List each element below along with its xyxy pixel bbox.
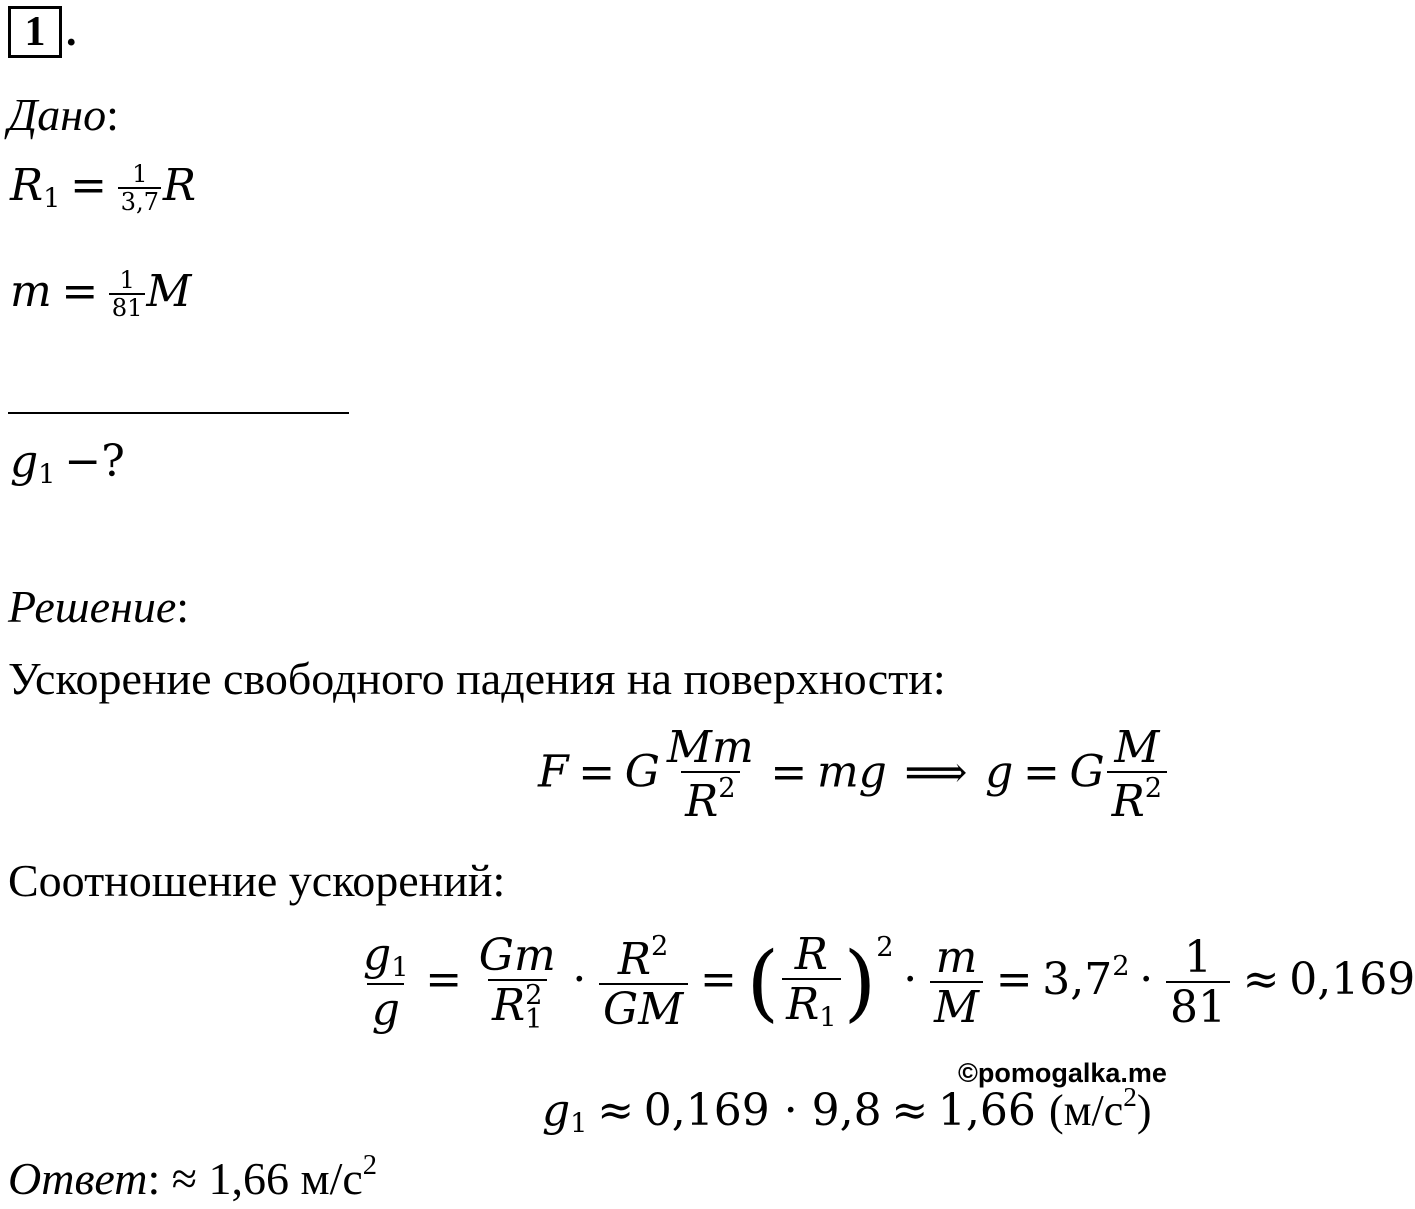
answer-label: Ответ (8, 1152, 148, 1204)
eq2-equals-1: = (425, 954, 463, 1006)
eq1-g: g (985, 746, 1014, 798)
eq2-fraction-6 (1166, 931, 1231, 1033)
eq3-variable: g (542, 1085, 571, 1137)
eq3-approx-2: ≈ (891, 1085, 929, 1137)
eq2-fraction-1-denominator: g (367, 983, 404, 1033)
eq2-fraction-5-numerator: m (935, 931, 978, 983)
watermark: ©pomogalka.me (958, 1058, 1167, 1088)
find-question: −? (64, 436, 125, 487)
eq2-base: 3,7 (1042, 954, 1113, 1006)
eq2-f2-sub: 1 (525, 1004, 543, 1036)
eq3-unit (1049, 1082, 1152, 1136)
find-line (10, 436, 125, 491)
r1-subscript: 1 (43, 183, 61, 215)
eq2-fraction-4-numerator: R (794, 929, 828, 981)
find-variable: g (10, 436, 39, 487)
given-colon: : (106, 89, 119, 140)
eq2-f1-sub: 1 (391, 952, 409, 984)
r1-equals: = (70, 160, 108, 211)
eq2-fraction-2-denominator (488, 979, 547, 1036)
eq2-paren-exponent: 2 (876, 932, 894, 963)
eq1-fraction-2-exponent: 2 (1144, 772, 1163, 804)
m-rhs-symbol: M (146, 266, 192, 317)
eq1-fraction-2 (1107, 722, 1166, 828)
solution-text-ratio: Соотношение ускорений: (8, 855, 506, 906)
eq2-fraction-6-denominator: 81 (1166, 981, 1231, 1031)
eq2-fraction-1-numerator (359, 929, 413, 984)
eq2-fraction-3-denominator: GM (599, 983, 688, 1033)
eq2-fraction-4 (782, 929, 841, 1034)
eq2-fraction-3 (599, 930, 688, 1035)
eq3-unit-exponent: 2 (1123, 1082, 1137, 1112)
answer-value: 1,66 м/с (208, 1152, 363, 1204)
ratio-equation (356, 929, 1415, 1036)
eq2-dot-2: · (903, 954, 918, 1006)
eq2-dot-1: · (572, 954, 587, 1006)
given-label: Дано (8, 89, 107, 140)
eq1-force: F (538, 746, 569, 798)
eq1-fraction-1-numerator: Mm (666, 722, 754, 773)
eq3-unit-open: (м/с (1049, 1086, 1124, 1136)
eq1-fraction-1-radius: R (685, 776, 719, 828)
find-subscript: 1 (38, 459, 56, 491)
eq1-equals-3: = (1022, 746, 1060, 798)
eq1-fraction-1-exponent: 2 (718, 772, 736, 804)
r1-fraction-numerator: 1 (132, 159, 148, 188)
task-number-dot: . (66, 9, 77, 55)
given-m-equation (10, 266, 191, 321)
answer-line (8, 1150, 377, 1205)
eq2-f3-sup: 2 (651, 930, 669, 962)
m-symbol: m (10, 266, 52, 317)
m-fraction (109, 265, 145, 322)
eq1-equals-2: = (770, 746, 808, 798)
eq2-equals-2: = (699, 954, 737, 1006)
eq3-approx-1: ≈ (597, 1085, 635, 1137)
eq1-g-constant-2: G (1069, 746, 1105, 798)
final-calculation (542, 1082, 1152, 1140)
answer-colon: : (147, 1152, 161, 1204)
eq1-fraction-1-denominator (681, 771, 740, 828)
eq2-approx: ≈ (1242, 954, 1280, 1006)
task-number-box (8, 6, 62, 58)
r1-symbol: R (10, 160, 44, 211)
eq3-subscript: 1 (570, 1108, 588, 1140)
given-r1-equation (10, 160, 196, 215)
eq2-fraction-2-numerator: Gm (478, 929, 556, 981)
eq2-f4-sub: 1 (819, 1002, 837, 1034)
eq3-value: 1,66 (937, 1085, 1036, 1137)
eq1-fraction-2-radius: R (1111, 776, 1145, 828)
eq2-result: 0,169 (1289, 954, 1415, 1006)
solution-label: Решение (8, 581, 177, 632)
answer-approx: ≈ (171, 1152, 197, 1204)
m-equals: = (61, 266, 99, 317)
eq2-f2-r: R (491, 979, 526, 1031)
eq2-fraction-4-denominator (782, 978, 841, 1033)
eq3-unit-close: ) (1136, 1086, 1152, 1136)
eq2-f1-g: g (363, 929, 392, 981)
eq2-f2-scripts (525, 979, 543, 1036)
m-fraction-denominator: 81 (109, 293, 145, 321)
eq1-mg: mg (816, 746, 887, 798)
r1-fraction-denominator: 3,7 (118, 187, 161, 215)
eq1-g-constant: G (624, 746, 660, 798)
eq2-fraction-2 (474, 929, 560, 1036)
eq1-fraction-2-numerator: M (1114, 722, 1160, 773)
solution-colon: : (176, 581, 190, 632)
eq2-fraction-5-denominator: M (930, 981, 984, 1031)
r1-rhs-symbol: R (162, 160, 197, 211)
answer-exponent: 2 (362, 1150, 378, 1181)
eq2-equals-3: = (995, 954, 1033, 1006)
eq1-fraction-1 (663, 722, 759, 828)
task-number: 1 (24, 9, 46, 55)
m-fraction-numerator: 1 (119, 265, 135, 294)
eq3-expression: 0,169 · 9,8 (643, 1085, 882, 1137)
eq2-fraction-5 (930, 931, 984, 1033)
eq2-base-exponent: 2 (1112, 951, 1130, 983)
eq2-right-paren: ) (843, 932, 877, 1031)
r1-fraction (118, 159, 161, 216)
eq2-left-paren: ( (746, 932, 780, 1031)
eq1-fraction-2-denominator (1107, 771, 1166, 828)
eq1-implies-arrow: ⟹ (904, 746, 968, 798)
eq2-f3-r: R (617, 933, 652, 985)
solution-heading (8, 580, 189, 633)
eq2-f4-r: R (786, 979, 820, 1031)
given-heading (8, 88, 119, 141)
solution-text-surface: Ускорение свободного падения на поверхности: (8, 653, 946, 704)
eq2-fraction-1 (359, 929, 413, 1036)
eq1-equals-1: = (578, 746, 616, 798)
given-separator-line (8, 412, 349, 414)
eq2-dot-3: · (1139, 954, 1154, 1006)
eq2-f2-sup: 2 (525, 979, 543, 1011)
eq2-fraction-3-numerator (614, 930, 673, 985)
gravity-equation (538, 722, 1169, 828)
eq2-fraction-6-numerator: 1 (1183, 931, 1212, 983)
